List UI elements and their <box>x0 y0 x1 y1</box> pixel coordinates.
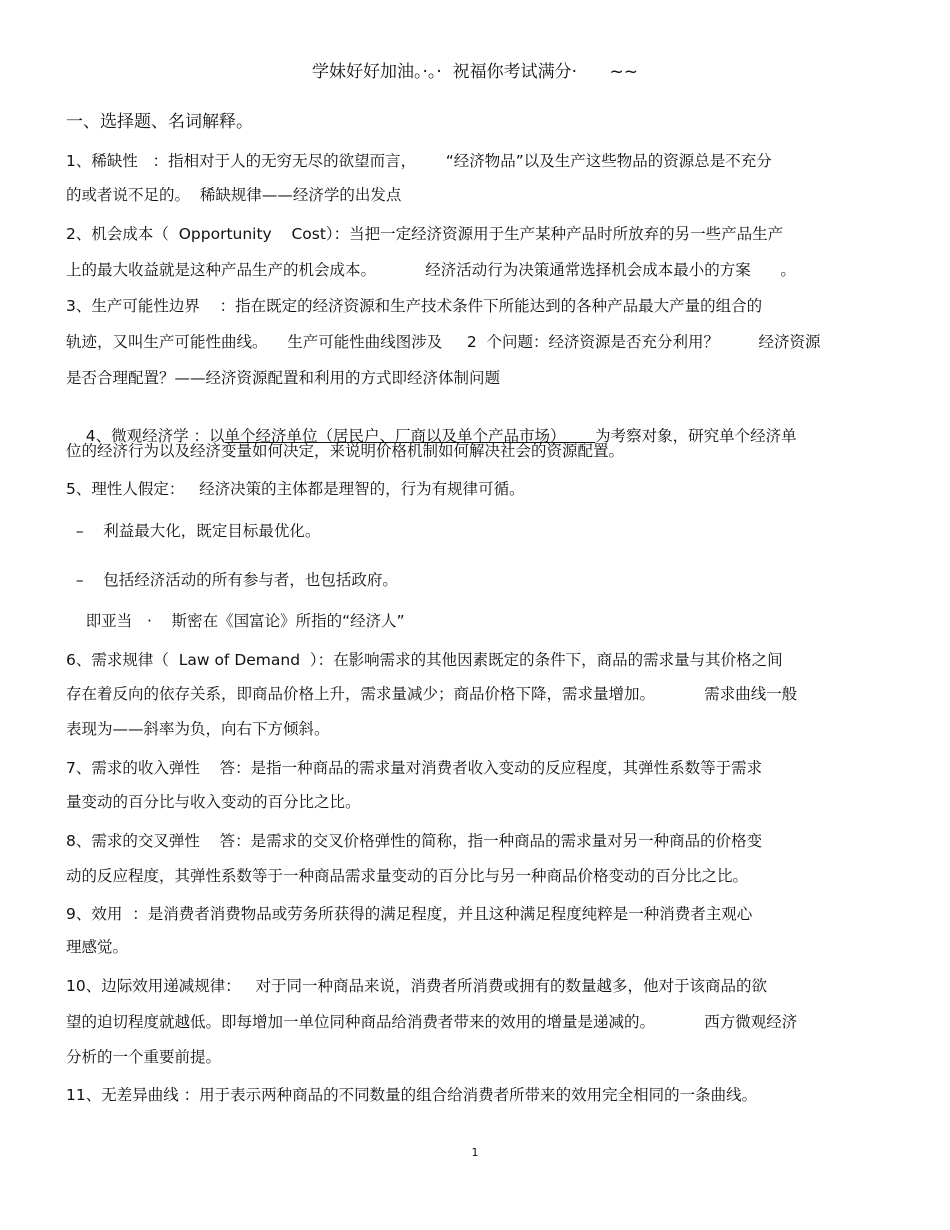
text-line-17: 7、需求的收入弹性 答：是指一种商品的需求量对消费者收入变动的反应程度，其弹性系数等于需求 <box>66 759 763 777</box>
underlined-term: 单个经济单位（居民户、厂商以及单个产品市场） <box>224 427 596 445</box>
text-line-6: 轨迹，又叫生产可能性曲线。 生产可能性曲线图涉及 2 个问题：经济资源是否充分利用？ 经济资源 <box>66 333 821 351</box>
text-line-15: 存在着反向的依存关系，即商品价格上升，需求量减少；商品价格下降，需求量增加。 需求曲线一般 <box>66 685 798 703</box>
text-line-14: 6、需求规律（ Law of Demand ）：在影响需求的其他因素既定的条件下，商品的需求量与其价格之间 <box>66 651 783 669</box>
text-line-5: 3、生产可能性边界 ：指在既定的经济资源和生产技术条件下所能达到的各种产品最大产量的组合的 <box>66 297 763 315</box>
text-line-2: 的或者说不足的。 稀缺规律——经济学的出发点 <box>66 186 402 204</box>
line-8-post: 为考察对象，研究单个经济单 <box>595 427 797 445</box>
text-line-7: 是否合理配置？——经济资源配置和利用的方式即经济体制问题 <box>66 369 501 387</box>
text-line-26: 11、无差异曲线 ：用于表示两种商品的不同数量的组合给消费者所带来的效用完全相同的一条曲线。 <box>66 1086 758 1104</box>
bullet-line-1: – 利益最大化，既定目标最优化。 <box>66 522 321 540</box>
bullet-line-2: – 包括经济活动的所有参与者，也包括政府。 <box>66 571 398 589</box>
text-line-19: 8、需求的交叉弹性 答：是需求的交叉价格弹性的简称，指一种商品的需求量对另一种商品的价格变 <box>66 832 763 850</box>
text-line-24: 望的迫切程度就越低。即每增加一单位同种商品给消费者带来的效用的增量是递减的。 西方微观经济 <box>66 1013 798 1031</box>
text-line-25: 分析的一个重要前提。 <box>66 1048 222 1066</box>
text-line-22: 理感觉。 <box>66 938 129 956</box>
text-line-9: 位的经济行为以及经济变量如何决定，来说明价格机制如何解决社会的资源配置。 <box>66 442 625 460</box>
text-line-23: 10、边际效用递减规律： 对于同一种商品来说，消费者所消费或拥有的数量越多，他对于该商品的欲 <box>66 977 768 995</box>
text-line-3: 2、机会成本（ Opportunity Cost）：当把一定经济资源用于生产某种产品时所放弃的另一些产品生产 <box>66 225 784 243</box>
text-line-20: 动的反应程度，其弹性系数等于一种商品需求量变动的百分比与另一种商品价格变动的百分比之比。 <box>66 867 749 885</box>
section-heading: 一、选择题、名词解释。 <box>66 112 253 132</box>
text-line-10: 5、理性人假定： 经济决策的主体都是理智的，行为有规律可循。 <box>66 480 525 498</box>
text-line-21: 9、效用 ：是消费者消费物品或劳务所获得的满足程度，并且这种满足程度纯粹是一种消费者主观心 <box>66 905 753 923</box>
text-line-16: 表现为——斜率为负，向右下方倾斜。 <box>66 720 330 738</box>
line-8-pre: 4、微观经济学 ：以 <box>85 427 225 445</box>
text-line-13: 即亚当 · 斯密在《国富论》所指的“经济人” <box>66 612 405 630</box>
text-line-18: 量变动的百分比与收入变动的百分比之比。 <box>66 793 361 811</box>
text-line-4: 上的最大收益就是这种产品生产的机会成本。 经济活动行为决策通常选择机会成本最小的方案 。 <box>66 261 796 279</box>
page-number: 1 <box>471 1146 479 1159</box>
page-title: 学妹好好加油。·。· 祝福你考试满分· ~~ <box>312 62 638 82</box>
text-line-1: 1、稀缺性 ：指相对于人的无穷无尽的欲望而言， “经济物品”以及生产这些物品的资源总是不充分 <box>66 152 772 170</box>
